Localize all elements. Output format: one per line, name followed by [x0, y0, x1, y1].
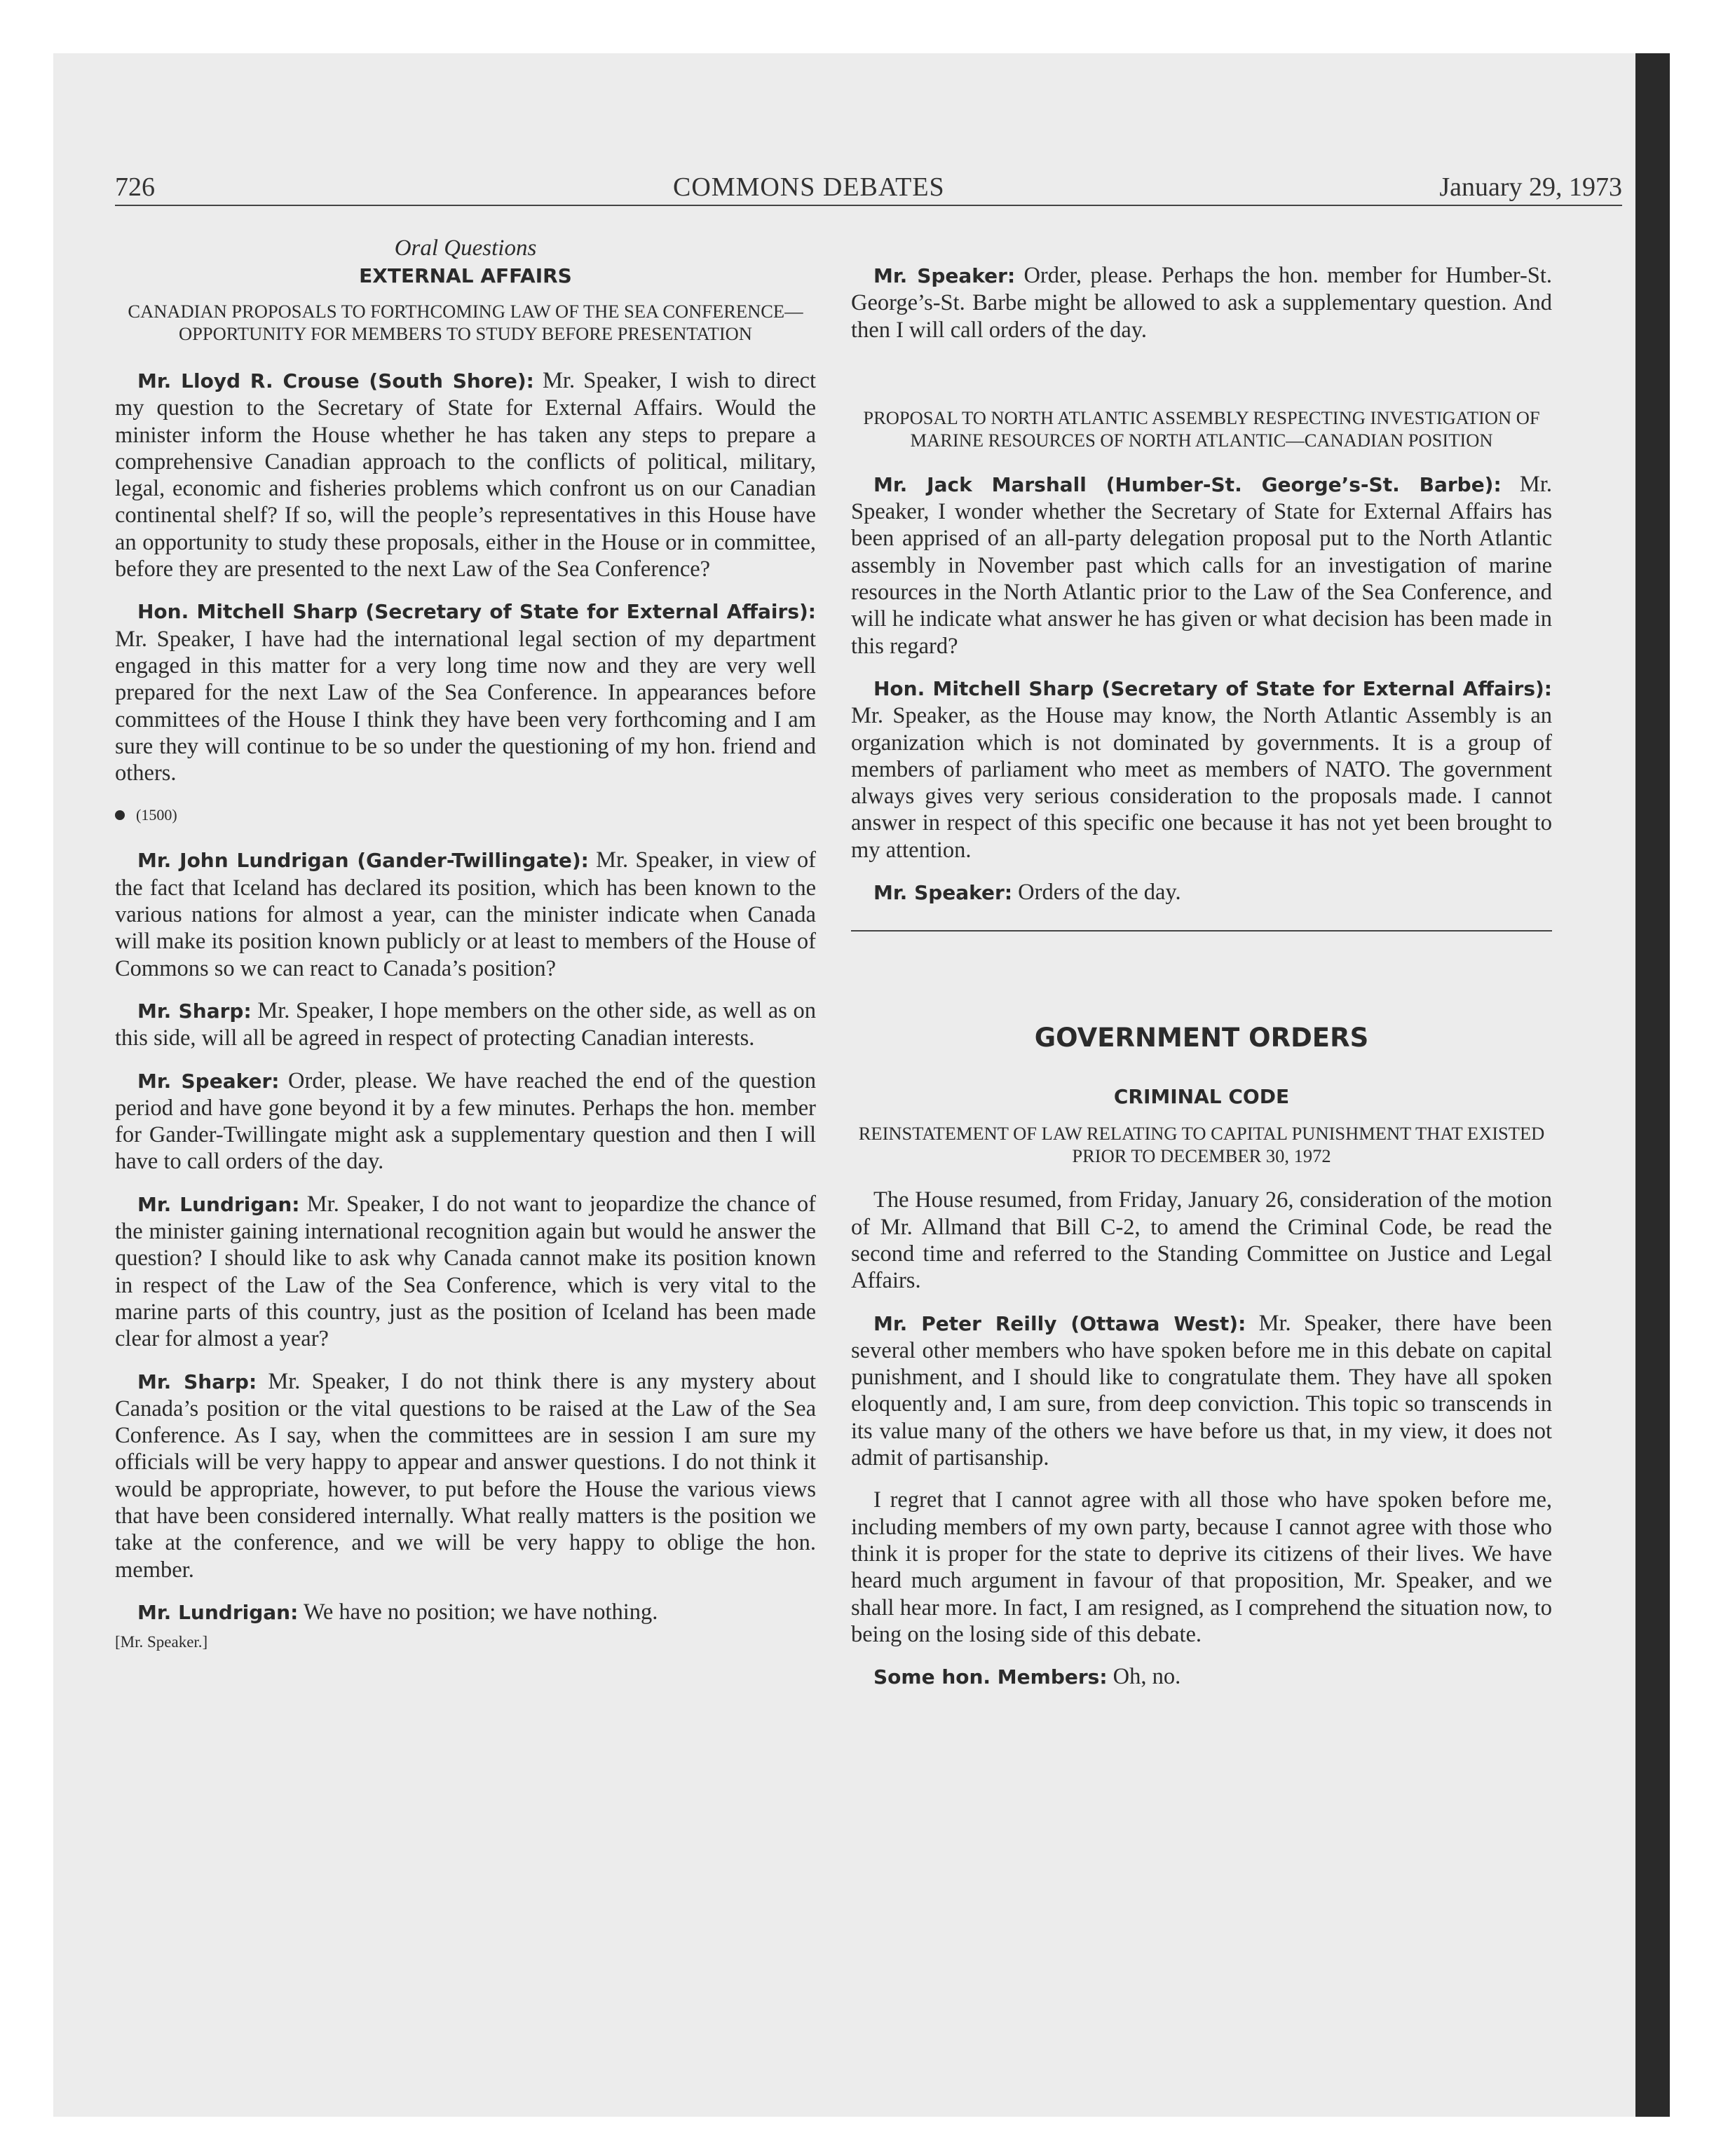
subheading: CANADIAN PROPOSALS TO FORTHCOMING LAW OF THE SEA CONFERENCE—OPPORTUNITY FOR MEMBERS TO STUDY BEFORE PRESENTATION: [128, 301, 803, 344]
footer-note: [Mr. Speaker.]: [115, 1633, 208, 1651]
page-date: January 29, 1973: [1439, 172, 1622, 202]
speech-text: Mr. Speaker, I do not want to jeopardize the chance of the minister gaining international recognition again but would he answer the question? I should like to ask why Canada cannot make its position known in respect of the Law of the Sea Conference, which is very vital to the marine parts of this country, just as the position of Iceland has been made clear for almost a year?: [115, 1191, 817, 1352]
speech-text: Order, please. Perhaps the hon. member for Humber-St. George’s-St. Barbe might be allowed to ask a supplementary question. And then I will call orders of the day.: [851, 263, 1552, 343]
speech-text: Mr. Speaker, in view of the fact that Iceland has declared its position, which has been known to the various nations for almost a year, can the minister indicate when Canada will make its position known publicly or at least to members of the House of Commons so we can react to Canada’s position?: [115, 847, 816, 981]
speaker-name: Mr. Speaker:: [873, 881, 1013, 905]
body-paragraph: The House resumed, from Friday, January 26, consideration of the motion of Mr. Allmand that Bill C-2, to amend the Criminal Code, be read the second time and referred to the Standing Committee on Justice and Legal Affairs.: [851, 1187, 1552, 1294]
section-heading: CRIMINAL CODE: [1113, 1085, 1290, 1109]
speaker-name: Mr. Sharp:: [137, 1370, 257, 1393]
speech-text: Mr. Speaker, I do not think there is any mystery about Canada’s position or the vital questions to be raised at the Law of the Sea Conference. As I say, when the committees are in session I am sure my officials will be very happy to appear and answer questions. I do not think it would be appropriate, however, to put before the House the various views that have been considered internally. What really matters is the position we take at the conference, and we will be very happy to oblige the hon. member.: [115, 1368, 816, 1583]
speaker-name: Hon. Mitchell Sharp (Secretary of State for External Affairs):: [873, 676, 1552, 700]
section-heading: GOVERNMENT ORDERS: [1034, 1023, 1369, 1053]
speech-paragraph: [851, 879, 1552, 906]
speech-paragraph: [115, 997, 816, 1052]
speech-paragraph: [851, 262, 1552, 343]
speaker-name: Mr. Sharp:: [137, 999, 252, 1023]
speech-text: Orders of the day.: [1012, 880, 1181, 906]
header-rule: [115, 205, 1622, 206]
speech-paragraph: [851, 1310, 1552, 1472]
speaker-name: Mr. Peter Reilly (Ottawa West):: [873, 1311, 1246, 1335]
speech-paragraph: [115, 847, 816, 981]
speech-text: Mr. Speaker, as the House may know, the North Atlantic Assembly is an organization which is not dominated by governments. It is a group of members of parliament who meet as members of NATO. The government always gives very serious consideration to the proposals made. I cannot answer in respect of this specific one because it has not yet been brought to my attention.: [851, 703, 1552, 863]
speech-text: Mr. Speaker, there have been several other members who have spoken before me in this debate on capital punishment, and I should like to congratulate them. They have all spoken eloquently and, I am sure, from deep conviction. This topic so transcends in its value many of the others we have before us that, in my view, it does not admit of partisanship.: [851, 1310, 1553, 1471]
speech-paragraph: [851, 1663, 1552, 1691]
speech-text: Mr. Speaker, I wish to direct my question to the Secretary of State for External Affairs. Would the minister inform the House whether he has taken any steps to prepare a comprehensive Canadian approach to the conflicts of political, military, legal, economic and fisheries problems which confront us on our Canadian continental shelf? If so, will the people’s representatives in this House have an opportunity to study these proposals, either in the House or in committee, before they are presented to the next Law of the Sea Conference?: [115, 368, 816, 582]
body-paragraph: I regret that I cannot agree with all those who have spoken before me, including members of my own party, because I cannot agree with those who think it is proper for the state to deprive its citizens of their lives. We have heard much argument in favour of that proposition, Mr. Speaker, and we shall hear more. In fact, I am resigned, as I comprehend the situation now, to being on the losing side of this debate.: [851, 1487, 1552, 1647]
speech-paragraph: [115, 598, 816, 786]
section-heading: EXTERNAL AFFAIRS: [359, 264, 572, 287]
running-title: COMMONS DEBATES: [673, 172, 945, 202]
page-number: 726: [115, 172, 155, 202]
speech-text: Order, please. We have reached the end of the question period and have gone beyond it by a few minutes. Perhaps the hon. member for Gander-Twillingate might ask a supplementary question and then I will have to call orders of the day.: [115, 1067, 817, 1175]
time-marker: (1500): [115, 802, 816, 828]
speech-text: Mr. Speaker, I have had the international legal section of my department engaged in this matter for a very long time now and they are very well prepared for the next Law of the Sea Conference. In appearances before committees of the House I think they have been very forthcoming and I am sure they will continue to be so under the questioning of my hon. friend and others.: [115, 626, 816, 786]
speech-text: Mr. Speaker, I wonder whether the Secretary of State for External Affairs has been apprised of an all-party delegation proposal put to the North Atlantic assembly in November past which calls for an investigation of marine resources in the North Atlantic prior to the Law of the Sea Conference, and will he indicate what answer he has given or what decision has been made in this regard?: [851, 471, 1552, 659]
speaker-name: Mr. John Lundrigan (Gander-Twillingate):: [137, 849, 589, 873]
speaker-name: Some hon. Members:: [873, 1665, 1108, 1689]
speaker-name: Mr. Lloyd R. Crouse (South Shore):: [137, 369, 534, 393]
speech-text: Oh, no.: [1107, 1664, 1181, 1690]
bullet-icon: [115, 810, 125, 820]
speech-paragraph: [115, 1191, 816, 1353]
speech-text: We have no position; we have nothing.: [298, 1599, 658, 1625]
speaker-name: Mr. Speaker:: [137, 1069, 280, 1093]
section-label: Oral Questions: [394, 236, 537, 261]
speaker-name: Hon. Mitchell Sharp (Secretary of State for External Affairs):: [137, 600, 816, 624]
speech-paragraph: [115, 367, 816, 582]
speaker-name: Mr. Lundrigan:: [137, 1192, 300, 1216]
left-column: [115, 234, 816, 1653]
speech-paragraph: [851, 471, 1552, 660]
speech-paragraph: [115, 1067, 816, 1175]
section-divider: [851, 930, 1552, 932]
speaker-name: Mr. Speaker:: [873, 264, 1016, 287]
page-edge-shadow: [1635, 53, 1670, 2117]
subheading: PROPOSAL TO NORTH ATLANTIC ASSEMBLY RESPECTING INVESTIGATION OF MARINE RESOURCES OF NORTH ATLANTIC—CANADIAN POSITION: [863, 407, 1540, 451]
speaker-name: Mr. Jack Marshall (Humber-St. George’s-St. Barbe):: [873, 472, 1502, 496]
speaker-name: Mr. Lundrigan:: [137, 1600, 299, 1624]
speech-paragraph: [851, 675, 1552, 864]
speech-paragraph: [115, 1599, 816, 1626]
speech-text: Mr. Speaker, I hope members on the other side, as well as on this side, will all be agreed in respect of protecting Canadian interests.: [115, 997, 816, 1051]
right-column: [851, 234, 1552, 1691]
subheading: REINSTATEMENT OF LAW RELATING TO CAPITAL PUNISHMENT THAT EXISTED PRIOR TO DECEMBER 30, 1972: [858, 1123, 1545, 1167]
speech-paragraph: [115, 1368, 816, 1583]
